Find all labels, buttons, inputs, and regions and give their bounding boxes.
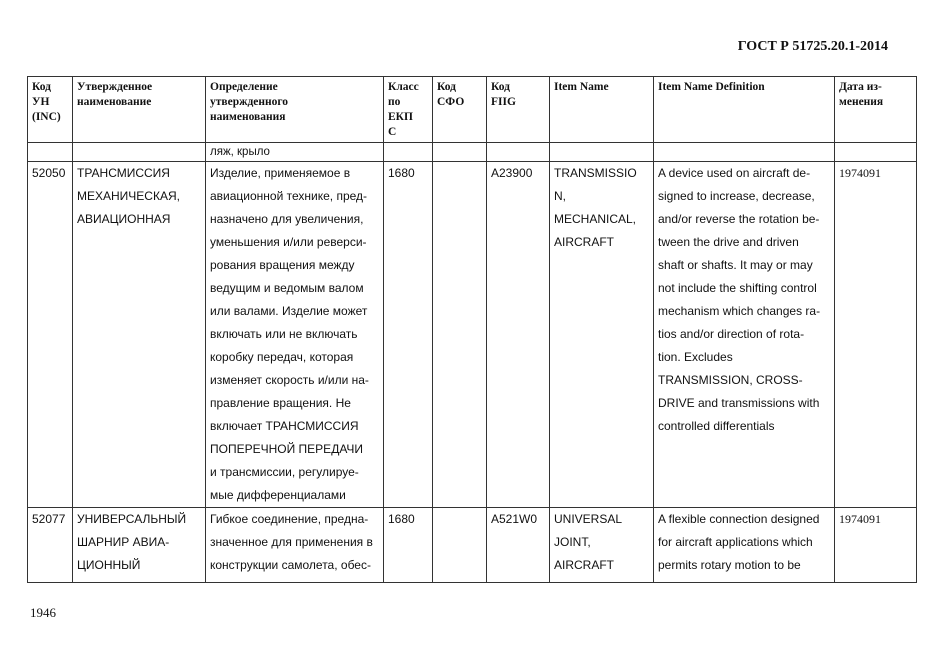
class-code: 1680	[384, 162, 433, 508]
text-line: авиационной технике, пред-	[210, 189, 368, 203]
change-date: 1974091	[835, 162, 917, 508]
text-line: или валами. Изделие может	[210, 304, 368, 318]
text-line: TRANSMISSION, CROSS-	[658, 373, 803, 387]
text-line: MECHANICAL,	[554, 212, 637, 226]
text-line: DRIVE and transmissions with	[658, 396, 820, 410]
item-name	[550, 508, 654, 583]
col-header-fiig: Код FIIG	[487, 77, 550, 143]
approved-name	[73, 508, 206, 583]
col-header-name: Утвержденное наименование	[73, 77, 206, 143]
text-line: JOINT,	[554, 535, 591, 549]
col-header-item-definition: Item Name Definition	[654, 77, 835, 143]
class-code: 1680	[384, 508, 433, 583]
fiig-code: A521W0	[487, 508, 550, 583]
text-line: назначено для увеличения,	[210, 212, 364, 226]
sfo-code	[433, 508, 487, 583]
text-line: АВИАЦИОННАЯ	[77, 212, 171, 226]
text-line: включать или не включать	[210, 327, 358, 341]
text-line: TRANSMISSIO	[554, 166, 637, 180]
text-line: signed to increase, decrease,	[658, 189, 815, 203]
item-name-definition	[654, 508, 835, 583]
sfo-code	[433, 162, 487, 508]
text-line: включает ТРАНСМИССИЯ	[210, 419, 359, 433]
text-line: и трансмиссии, регулируе-	[210, 465, 359, 479]
fiig-code: A23900	[487, 162, 550, 508]
name-definition	[206, 508, 384, 583]
text-line: tween the drive and driven	[658, 235, 799, 249]
text-line: рования вращения между	[210, 258, 355, 272]
text-line: for aircraft applications which	[658, 535, 813, 549]
text-line: A device used on aircraft de-	[658, 166, 811, 180]
inc-code: 52077	[28, 508, 73, 583]
text-line: N,	[554, 189, 566, 203]
continuation-definition: ляж, крыло	[206, 143, 384, 162]
text-line: and/or reverse the rotation be-	[658, 212, 820, 226]
col-header-date: Дата из- менения	[835, 77, 917, 143]
col-header-class: Класс по ЕКП С	[384, 77, 433, 143]
name-definition	[206, 162, 384, 508]
inc-code: 52050	[28, 162, 73, 508]
col-header-sfo: Код СФО	[433, 77, 487, 143]
text-line: tion. Excludes	[658, 350, 733, 364]
col-header-item-name: Item Name	[550, 77, 654, 143]
approved-name	[73, 162, 206, 508]
text-line: правление вращения. Не	[210, 396, 351, 410]
text-line: shaft or shafts. It may or may	[658, 258, 813, 272]
text-line: изменяет скорость и/или на-	[210, 373, 369, 387]
continuation-row	[28, 143, 917, 162]
text-line: Изделие, применяемое в	[210, 166, 351, 180]
change-date: 1974091	[835, 508, 917, 583]
text-line: tios and/or direction of rota-	[658, 327, 805, 341]
text-line: МЕХАНИЧЕСКАЯ,	[77, 189, 180, 203]
text-line: UNIVERSAL	[554, 512, 623, 526]
text-line: Гибкое соединение, предна-	[210, 512, 369, 526]
text-line: ПОПЕРЕЧНОЙ ПЕРЕДАЧИ	[210, 442, 364, 456]
text-line: значенное для применения в	[210, 535, 373, 549]
col-header-definition: Определение утвержденного наименования	[206, 77, 384, 143]
text-line: mechanism which changes ra-	[658, 304, 821, 318]
text-line: ШАРНИР АВИА-	[77, 535, 170, 549]
document-code: ГОСТ Р 51725.20.1-2014	[737, 39, 888, 54]
text-line: AIRCRAFT	[554, 235, 614, 249]
text-line: ТРАНСМИССИЯ	[77, 166, 170, 180]
text-line: ЦИОННЫЙ	[77, 558, 141, 572]
text-line: permits rotary motion to be	[658, 558, 801, 572]
table-row	[28, 162, 917, 508]
table-header-row	[28, 77, 917, 143]
text-line: коробку передач, которая	[210, 350, 354, 364]
text-line: not include the shifting control	[658, 281, 817, 295]
text-line: конструкции самолета, обес-	[210, 558, 371, 572]
text-line: уменьшения и/или реверси-	[210, 235, 367, 249]
table-row	[28, 508, 917, 583]
page-number: 1946	[30, 605, 56, 620]
nomenclature-table	[27, 76, 917, 583]
text-line: A flexible connection designed	[658, 512, 820, 526]
col-header-inc: Код УН (INC)	[28, 77, 73, 143]
text-line: AIRCRAFT	[554, 558, 614, 572]
text-line: ведущим и ведомым валом	[210, 281, 364, 295]
text-line: controlled differentials	[658, 419, 775, 433]
item-name-definition	[654, 162, 835, 508]
item-name	[550, 162, 654, 508]
text-line: мые дифференциалами	[210, 488, 346, 502]
text-line: УНИВЕРСАЛЬНЫЙ	[77, 512, 187, 526]
